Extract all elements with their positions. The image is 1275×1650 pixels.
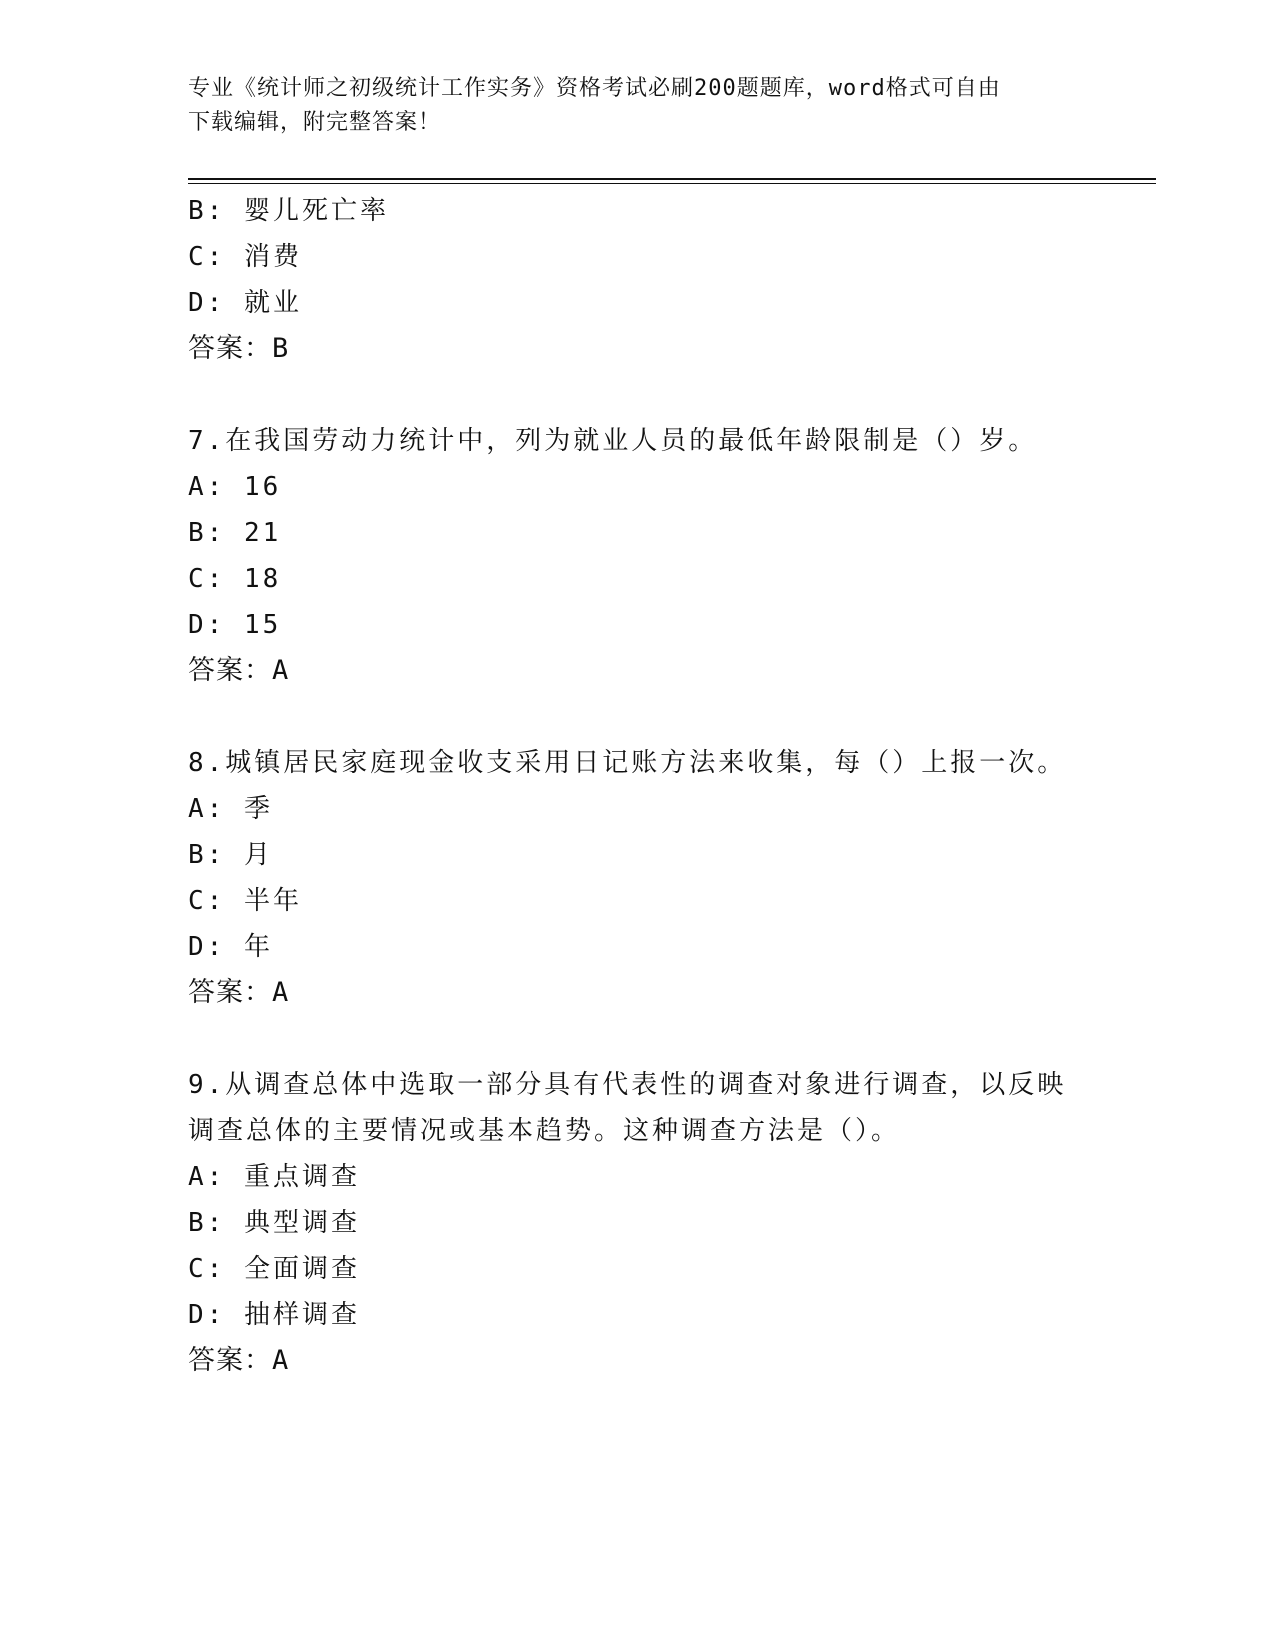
option-c: C: 18	[188, 564, 282, 594]
header-rule-thick	[188, 178, 1156, 180]
option-d: D: 年	[188, 932, 273, 962]
question-text: 8.城镇居民家庭现金收支采用日记账方法来收集，每（）上报一次。	[188, 748, 1067, 778]
answer-line: 答案：B	[188, 333, 290, 364]
header-line-2: 下载编辑，附完整答案！	[188, 110, 442, 135]
question-list	[188, 188, 1088, 1384]
option-b: B: 婴儿死亡率	[188, 196, 389, 226]
spacer	[188, 694, 1088, 740]
question-block-6	[188, 188, 1088, 372]
spacer	[188, 372, 1088, 418]
answer-line: 答案：A	[188, 1345, 290, 1376]
document-header	[188, 72, 1068, 140]
question-text: 7.在我国劳动力统计中，列为就业人员的最低年龄限制是（）岁。	[188, 426, 1038, 456]
question-text-line-2: 调查总体的主要情况或基本趋势。这种调查方法是（）。	[188, 1116, 901, 1146]
question-block-7	[188, 418, 1088, 694]
answer-line: 答案：A	[188, 655, 290, 686]
option-a: A: 季	[188, 794, 273, 824]
question-block-8	[188, 740, 1088, 1016]
question-block-9	[188, 1062, 1088, 1384]
option-a: A: 重点调查	[188, 1162, 360, 1192]
answer-line: 答案：A	[188, 977, 290, 1008]
option-c: C: 消费	[188, 242, 302, 272]
option-d: D: 抽样调查	[188, 1300, 360, 1330]
question-text-line-1: 9.从调查总体中选取一部分具有代表性的调查对象进行调查，以反映	[188, 1070, 1067, 1100]
option-d: D: 15	[188, 610, 282, 640]
option-c: C: 半年	[188, 886, 302, 916]
spacer	[188, 1016, 1088, 1062]
option-c: C: 全面调查	[188, 1254, 360, 1284]
header-line-1: 专业《统计师之初级统计工作实务》资格考试必刷200题题库，word格式可自由	[188, 76, 1001, 101]
option-d: D: 就业	[188, 288, 302, 318]
option-a: A: 16	[188, 472, 282, 502]
header-rule-thin	[188, 183, 1156, 184]
option-b: B: 典型调查	[188, 1208, 360, 1238]
option-b: B: 21	[188, 518, 282, 548]
option-b: B: 月	[188, 840, 273, 870]
